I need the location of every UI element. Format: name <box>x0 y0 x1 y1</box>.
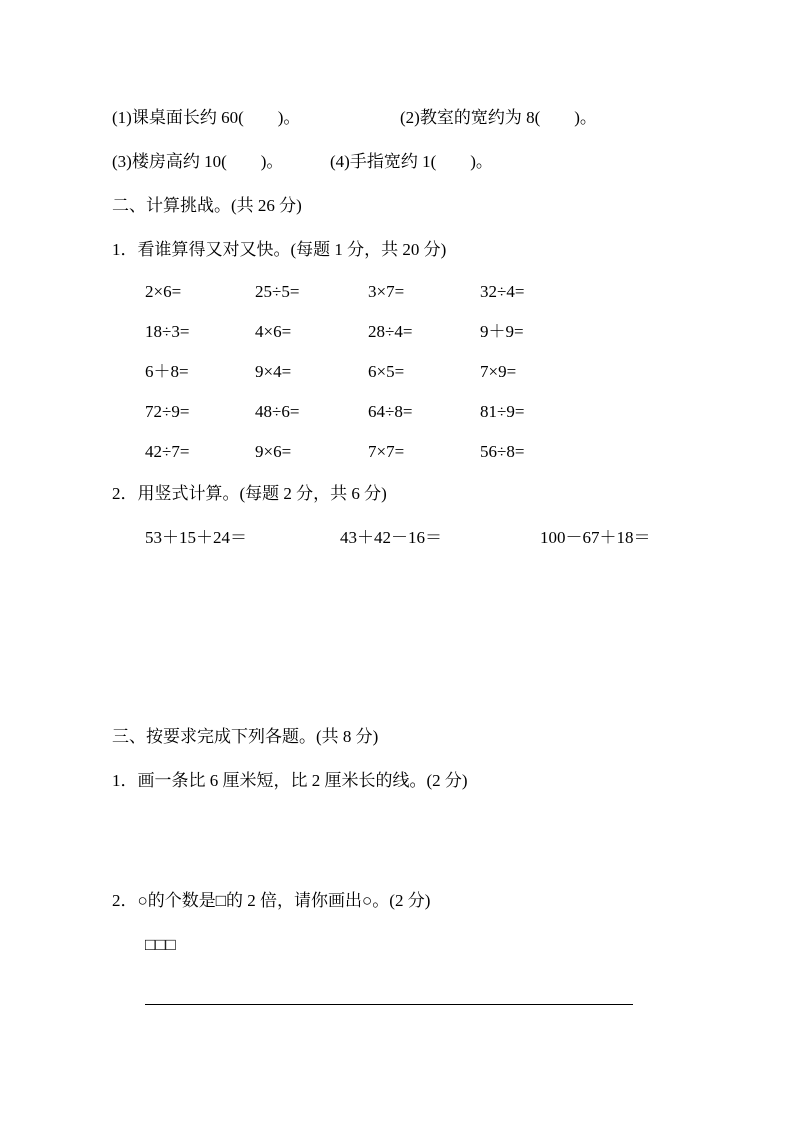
squares-row: □□□ <box>145 935 176 954</box>
vertical-problem-2: 43＋42－16＝ <box>340 528 442 547</box>
fill-blank-item-2: (2)教室的宽约为 8( )。 <box>400 108 597 127</box>
calculation-workspace <box>112 560 697 715</box>
oral-problem: 18÷3= <box>145 322 190 341</box>
section2-question1-label: 1．看谁算得又对又快。(每题 1 分，共 20 分) <box>112 240 447 259</box>
oral-problem: 48÷6= <box>255 402 300 421</box>
oral-problem: 4×6= <box>255 322 292 341</box>
oral-problem: 3×7= <box>368 282 405 301</box>
oral-problem: 9＋9= <box>480 322 524 341</box>
oral-problem: 9×4= <box>255 362 292 381</box>
vertical-calculation-row <box>145 516 697 560</box>
drawing-workspace <box>112 803 697 879</box>
section3-question1-label: 1．画一条比 6 厘米短，比 2 厘米长的线。(2 分) <box>112 771 468 790</box>
oral-problem: 25÷5= <box>255 282 300 301</box>
vertical-problem-1: 53＋15＋24＝ <box>145 528 247 547</box>
oral-calculation-grid <box>145 272 697 472</box>
oral-problem: 72÷9= <box>145 402 190 421</box>
oral-problem: 56÷8= <box>480 442 525 461</box>
section2-question2-label: 2．用竖式计算。(每题 2 分，共 6 分) <box>112 484 387 503</box>
fill-blank-item-3: (3)楼房高约 10( )。 <box>112 152 284 171</box>
section3-heading: 三、按要求完成下列各题。(共 8 分) <box>112 727 379 746</box>
oral-problem: 9×6= <box>255 442 292 461</box>
section3-question2-label: 2．○的个数是□的 2 倍，请你画出○。(2 分) <box>112 891 431 910</box>
oral-problem: 64÷8= <box>368 402 413 421</box>
oral-problem: 6×5= <box>368 362 405 381</box>
oral-problem: 81÷9= <box>480 402 525 421</box>
fill-blank-row-1 <box>112 96 697 140</box>
fill-blank-item-4: (4)手指宽约 1( )。 <box>330 152 493 171</box>
oral-problem: 28÷4= <box>368 322 413 341</box>
answer-line <box>145 995 633 1005</box>
oral-problem: 7×7= <box>368 442 405 461</box>
fill-blank-item-1: (1)课桌面长约 60( )。 <box>112 108 301 127</box>
oral-problem: 7×9= <box>480 362 517 381</box>
vertical-problem-3: 100－67＋18＝ <box>540 528 651 547</box>
answer-gap <box>112 967 697 995</box>
section2-heading: 二、计算挑战。(共 26 分) <box>112 196 302 215</box>
oral-problem: 32÷4= <box>480 282 525 301</box>
oral-problem: 6＋8= <box>145 362 189 381</box>
oral-problem: 42÷7= <box>145 442 190 461</box>
fill-blank-row-2 <box>112 140 697 184</box>
oral-problem: 2×6= <box>145 282 182 301</box>
